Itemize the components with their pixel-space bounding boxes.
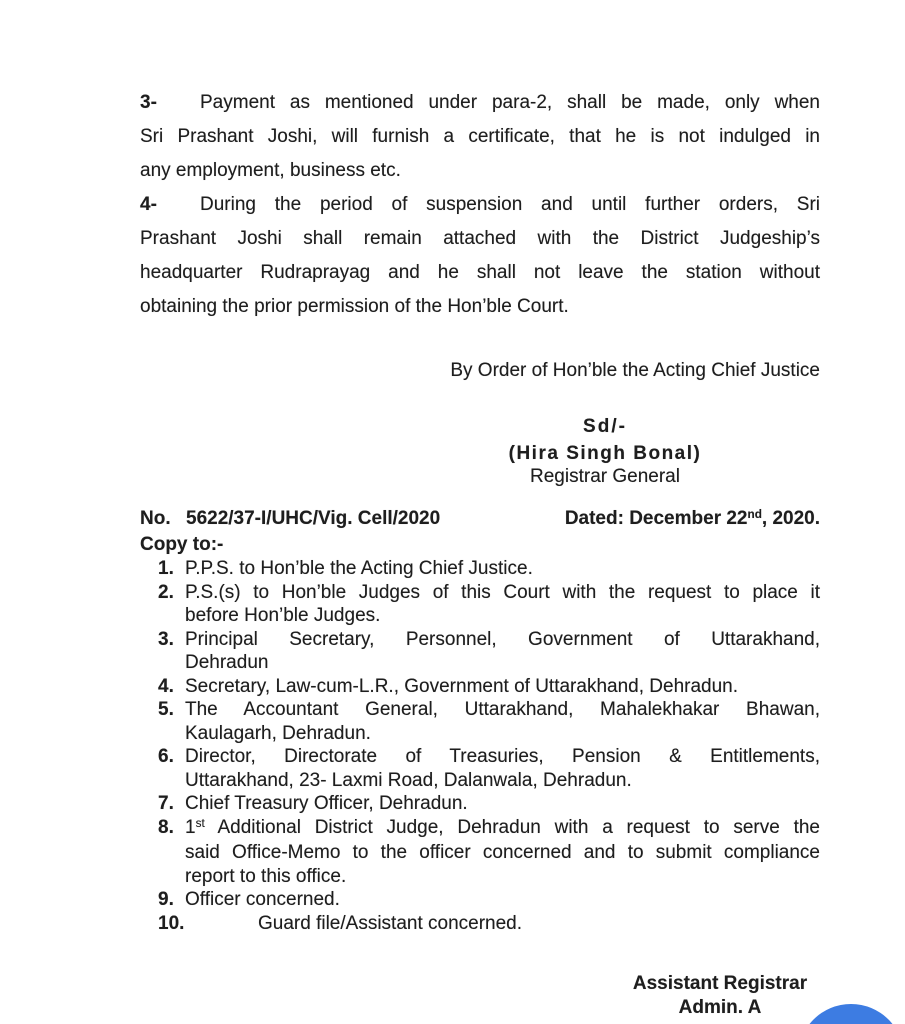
paragraph-line [140,188,820,222]
item-line: Principal Secretary, Personnel, Government of Uttarakhand, [185,628,820,650]
item-text [185,745,820,792]
reference-line [140,507,820,533]
reference-date-year: , 2020. [761,508,820,529]
paragraph-line: obtaining the prior permission of the Hon’ble Court. [140,296,569,317]
copy-list-item [158,745,820,792]
copy-list-item [158,581,820,628]
signature-block [462,411,748,489]
copy-to-heading: Copy to:- [140,534,224,555]
paragraph-line: Sri Prashant Joshi, will furnish a certificate, that he is not indulged in [140,126,820,147]
item-line: Guard file/Assistant concerned. [258,912,523,934]
item-line: Kaulagarh, Dehradun. [185,722,371,744]
paragraph-text: Payment as mentioned under para-2, shall be made, only when [200,92,820,113]
item-text [185,581,820,628]
copy-list-item [158,816,820,889]
signature-sd: Sd/- [583,416,627,437]
item-line: Dehradun [185,652,269,673]
item-number: 2. [158,581,174,603]
assistant-registrar-block [600,972,840,1020]
item-line: Officer concerned. [185,889,340,910]
copy-list-item [158,912,820,936]
item-number: 4. [158,675,174,697]
item-text [258,912,820,936]
reference-no-label: No. [140,508,171,529]
item-line [185,816,820,842]
paragraph-4 [140,188,820,324]
copy-to-list [158,557,820,935]
copy-list-item [158,628,820,675]
item-number: 9. [158,889,174,910]
item-number: 5. [158,699,174,720]
paragraph-line: Prashant Joshi shall remain attached with the District Judgeship’s [140,228,820,249]
item-line: P.P.S. to Hon’ble the Acting Chief Justice. [185,558,533,579]
paragraph-number: 4- [140,194,157,215]
item-line: Chief Treasury Officer, Dehradun. [185,793,468,814]
reference-date-text: Dated: December 22 [564,508,748,529]
assistant-registrar-section: Admin. A [678,997,762,1018]
item-number: 6. [158,746,174,767]
item-text [185,628,820,675]
item-line: before Hon’ble Judges. [185,605,381,626]
item-line: report to this office. [185,865,347,887]
reference-date-superscript: nd [747,508,762,522]
copy-list-item [158,792,820,816]
paragraph-number: 3- [140,92,157,113]
item-line: said Office-Memo to the officer concerned and to submit compliance [185,842,820,863]
item-number: 1. [158,558,174,579]
reference-number: 5622/37-I/UHC/Vig. Cell/2020 [186,508,441,529]
item-number: 10. [158,912,185,934]
document-content [140,86,820,935]
paragraph-3 [140,86,820,188]
item-text [185,792,820,816]
item-text [185,888,820,912]
by-order-line: By Order of Hon’ble the Acting Chief Justice [450,360,820,381]
paragraph-line [140,86,820,120]
item-line: P.S.(s) to Hon’ble Judges of this Court with the request to place it [185,581,820,603]
item-text [185,557,820,581]
copy-list-item [158,698,820,745]
assistant-registrar-title: Assistant Registrar [632,973,808,994]
item-number: 3. [158,628,174,650]
item-line: Director, Directorate of Treasuries, Pension & Entitlements, [185,746,820,767]
paragraph-line: headquarter Rudraprayag and he shall not leave the station without [140,262,820,283]
copy-list-item [158,888,820,912]
signatory-designation: Registrar General [530,466,680,487]
item-number: 8. [158,816,174,838]
copy-list-item [158,675,820,699]
item-text [185,675,820,699]
paragraph-text: During the period of suspension and until further orders, Sri [200,194,820,215]
reference-date [565,507,820,533]
item-text-part: Additional District Judge, Dehradun with a request to serve the [204,816,820,838]
item-number: 7. [158,793,174,814]
item-superscript: st [195,816,205,830]
item-text [185,698,820,745]
item-line: The Accountant General, Uttarakhand, Mahalekhakar Bhawan, [185,699,820,720]
signatory-name: (Hira Singh Bonal) [508,443,702,464]
item-text [185,816,820,889]
copy-list-item [158,557,820,581]
item-text-part: 1 [185,816,196,838]
paragraph-line: any employment, business etc. [140,160,401,181]
item-line: Uttarakhand, 23- Laxmi Road, Dalanwala, Dehradun. [185,769,632,791]
item-line: Secretary, Law-cum-L.R., Government of Uttarakhand, Dehradun. [185,675,739,697]
